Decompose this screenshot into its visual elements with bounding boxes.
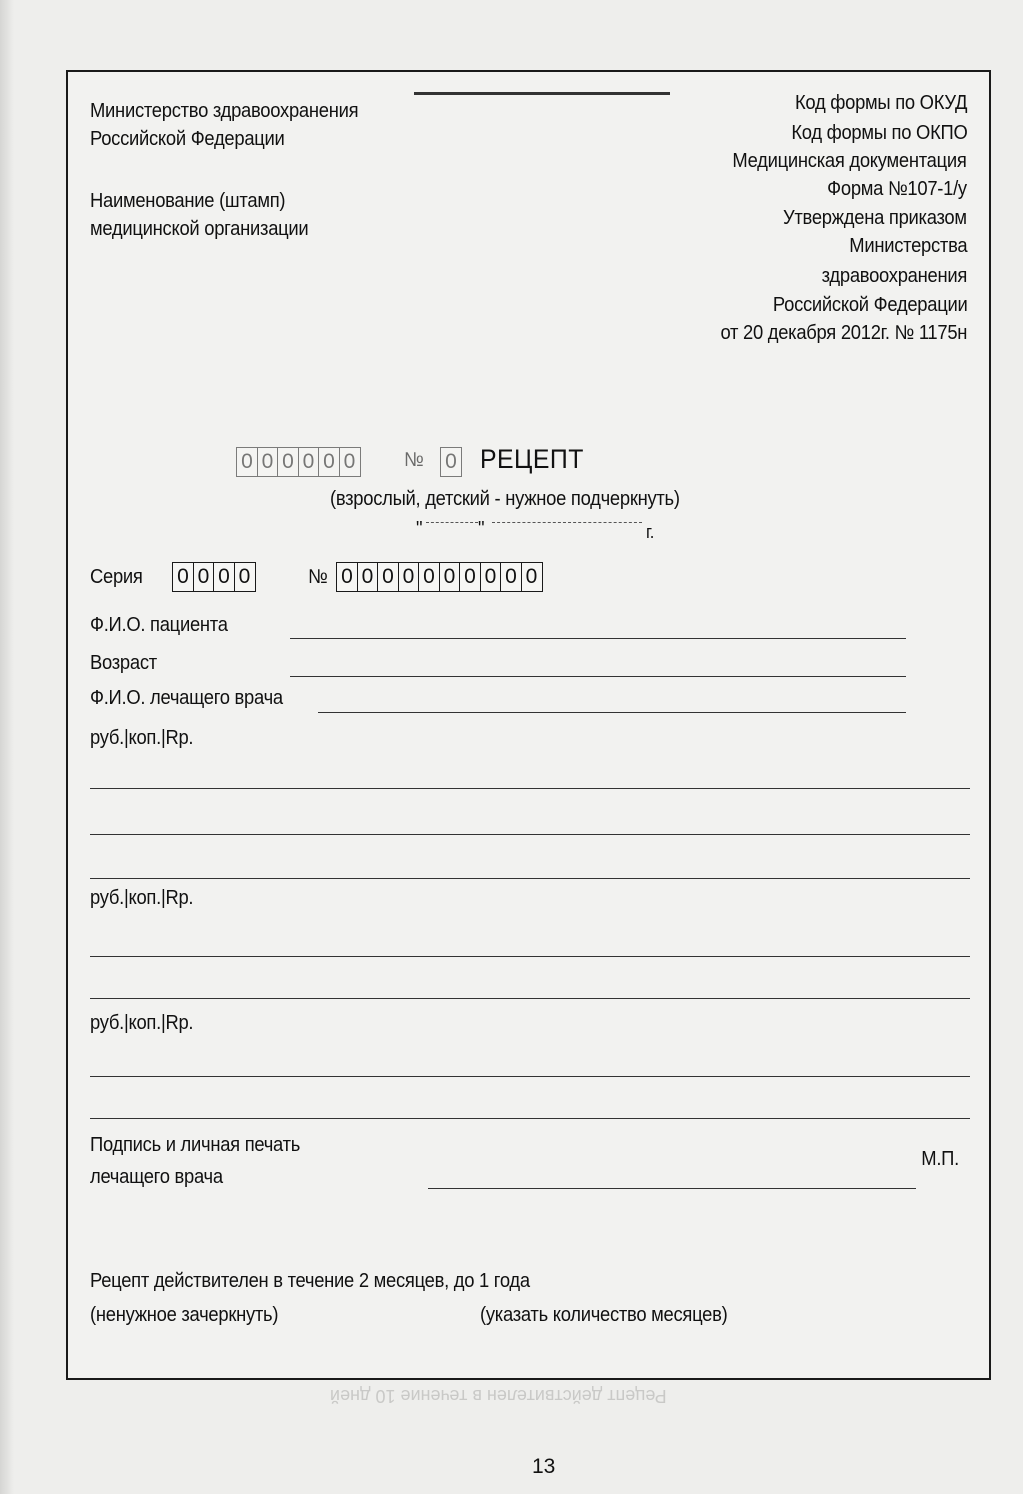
ministry-line2: Российской Федерации xyxy=(90,128,285,150)
digit-cell: 0 xyxy=(418,562,440,592)
okpo-code-label: Код формы по ОКПО xyxy=(790,122,967,144)
digit-cell: 0 xyxy=(440,447,462,477)
digit-cell: 0 xyxy=(318,447,340,477)
patient-name-line[interactable] xyxy=(290,638,906,639)
form-subtitle: (взрослый, детский - нужное подчеркнуть) xyxy=(330,488,680,510)
digit-cell: 0 xyxy=(172,562,194,592)
rp-label-2: руб.|коп.|Rp. xyxy=(90,887,194,909)
stamp-place-label: М.П. xyxy=(921,1148,959,1170)
signature-label-line2: лечащего врача xyxy=(90,1166,223,1188)
rp-label-3: руб.|коп.|Rp. xyxy=(90,1012,194,1034)
digit-cell: 0 xyxy=(339,447,361,477)
faint-no-cells xyxy=(440,447,462,477)
digit-cell: 0 xyxy=(234,562,256,592)
prescription-form xyxy=(66,70,991,1380)
digit-cell: 0 xyxy=(439,562,461,592)
digit-cell: 0 xyxy=(336,562,358,592)
faint-series-cells xyxy=(236,447,361,477)
bleed-through-text: Рецепт действителен в течение 10 дней xyxy=(330,1386,667,1406)
digit-cell: 0 xyxy=(459,562,481,592)
page-number: 13 xyxy=(532,1455,556,1478)
rp-label-1: руб.|коп.|Rp. xyxy=(90,727,194,749)
age-line[interactable] xyxy=(290,676,906,677)
signature-label-line1: Подпись и личная печать xyxy=(90,1134,301,1156)
order-label: от 20 декабря 2012г. № 1175н xyxy=(720,322,967,344)
ministry-line1: Министерство здравоохранения xyxy=(90,100,359,122)
digit-cell: 0 xyxy=(377,562,399,592)
digit-cell: 0 xyxy=(398,562,420,592)
rp-line[interactable] xyxy=(90,1076,970,1077)
approved-label: Утверждена приказом xyxy=(783,207,967,229)
digit-cell: 0 xyxy=(500,562,522,592)
rp-line[interactable] xyxy=(90,1118,970,1119)
date-quote-close: " xyxy=(478,518,485,540)
form-number: Форма №107-1/у xyxy=(827,178,967,200)
date-quote-open: " xyxy=(416,518,423,540)
rp-line[interactable] xyxy=(90,878,970,879)
faint-no-label: № xyxy=(404,449,424,471)
digit-cell: 0 xyxy=(298,447,320,477)
digit-cell: 0 xyxy=(193,562,215,592)
rp-line[interactable] xyxy=(90,788,970,789)
rf-label: Российской Федерации xyxy=(772,294,967,316)
stamp-label-line1: Наименование (штамп) xyxy=(90,190,286,212)
digit-cell: 0 xyxy=(236,447,258,477)
number-cells xyxy=(336,562,543,592)
doctor-name-line[interactable] xyxy=(318,712,906,713)
age-label: Возраст xyxy=(90,652,157,674)
digit-cell: 0 xyxy=(257,447,279,477)
top-decor-line xyxy=(414,92,670,95)
stamp-label-line2: медицинской организации xyxy=(90,218,309,240)
ministry-label: Министерства xyxy=(848,235,967,257)
rp-line[interactable] xyxy=(90,956,970,957)
series-cells xyxy=(172,562,256,592)
date-day-line xyxy=(426,522,478,523)
signature-line[interactable] xyxy=(428,1188,916,1189)
rp-line[interactable] xyxy=(90,998,970,999)
rp-line[interactable] xyxy=(90,834,970,835)
patient-name-label: Ф.И.О. пациента xyxy=(90,614,228,636)
strike-note: (ненужное зачеркнуть) xyxy=(90,1304,279,1326)
months-note: (указать количество месяцев) xyxy=(480,1304,728,1326)
digit-cell: 0 xyxy=(277,447,299,477)
digit-cell: 0 xyxy=(357,562,379,592)
page-edge-shadow xyxy=(0,0,14,1494)
health-label: здравоохранения xyxy=(821,265,967,287)
doctor-name-label: Ф.И.О. лечащего врача xyxy=(90,687,283,709)
date-month-line xyxy=(492,522,642,523)
digit-cell: 0 xyxy=(213,562,235,592)
date-year-suffix: г. xyxy=(646,522,655,542)
okud-code-label: Код формы по ОКУД xyxy=(794,92,967,114)
digit-cell: 0 xyxy=(521,562,543,592)
digit-cell: 0 xyxy=(480,562,502,592)
med-doc-label: Медицинская документация xyxy=(732,150,967,172)
series-label: Серия xyxy=(90,566,143,588)
form-title: РЕЦЕПТ xyxy=(480,444,584,474)
validity-line1: Рецепт действителен в течение 2 месяцев, до 1 года xyxy=(90,1270,530,1292)
number-label: № xyxy=(308,566,328,588)
